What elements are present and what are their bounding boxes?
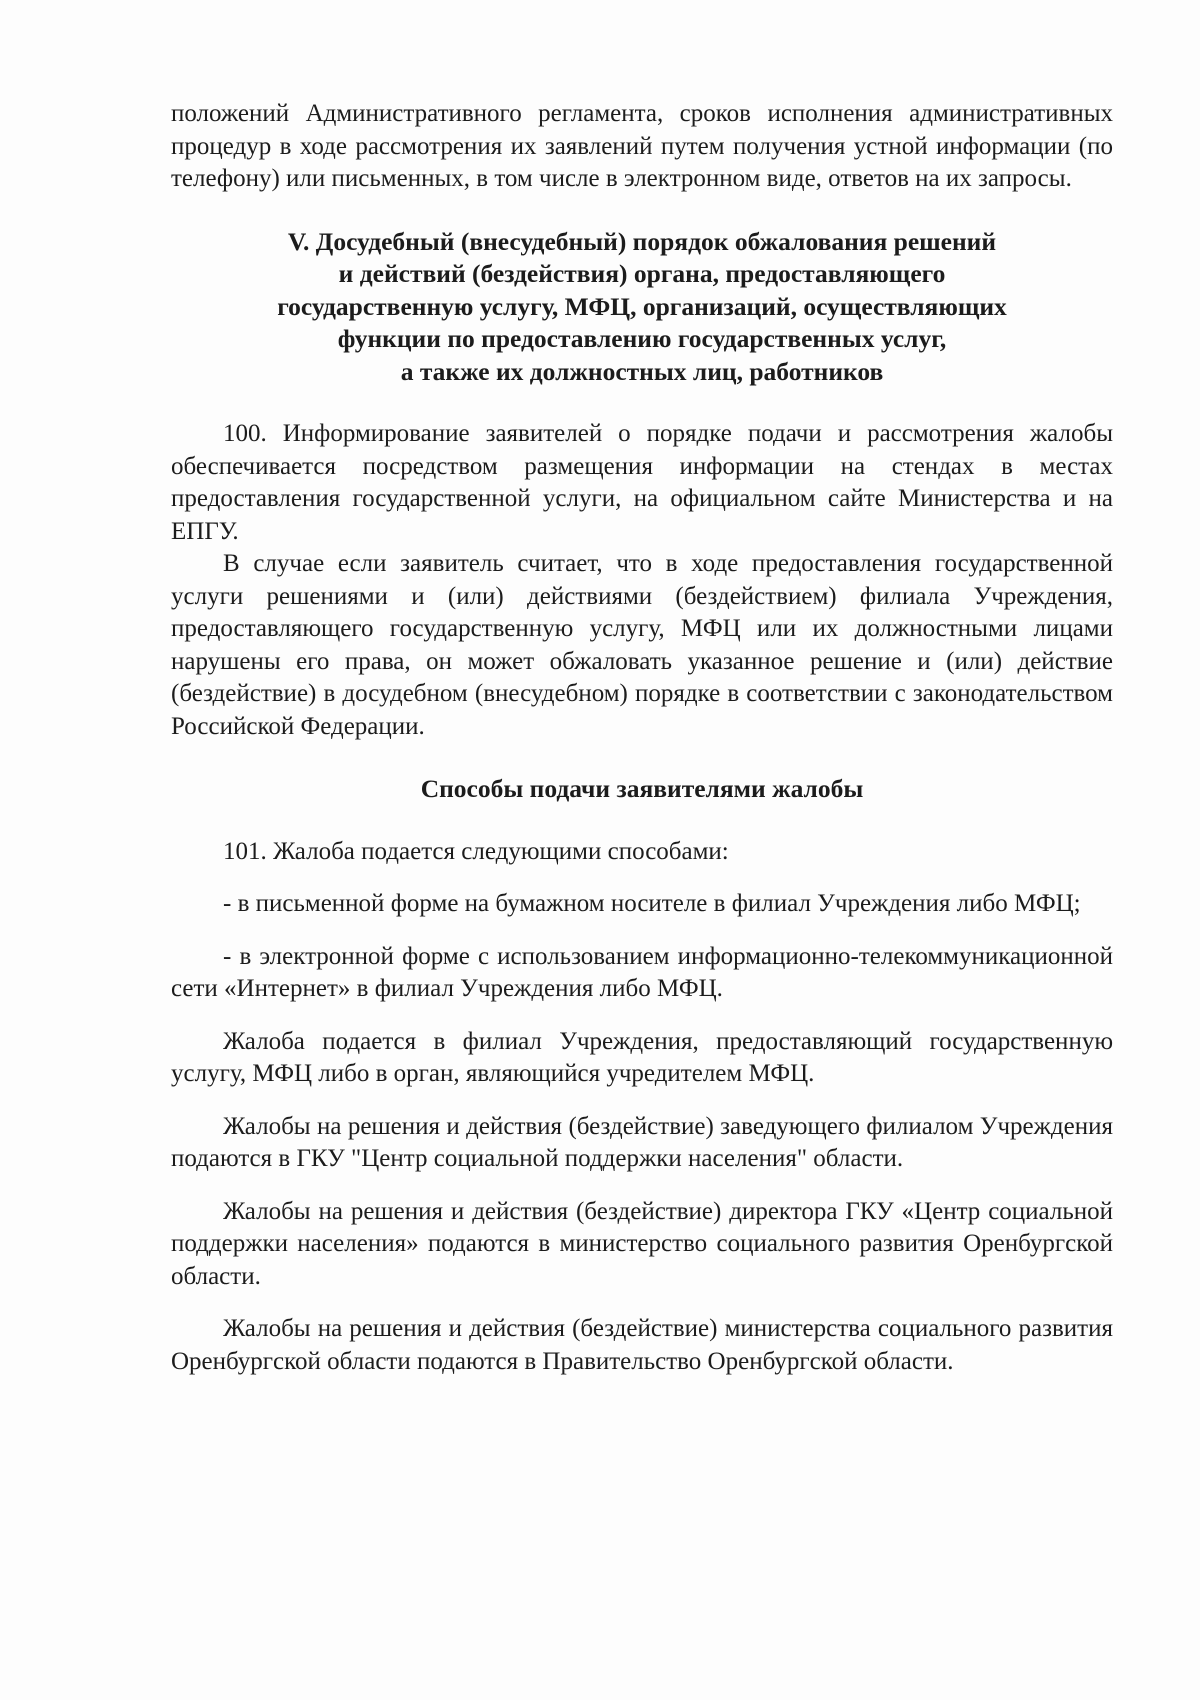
section-heading-line: а также их должностных лиц, работников — [400, 356, 884, 386]
paragraph-director-complaints: Жалобы на решения и действия (бездействие) директора ГКУ «Центр социальной поддержки населения» подаются в министерство социального развития Оренбургской области. — [171, 1197, 1113, 1290]
paragraph-100-continuation: В случае если заявитель считает, что в ходе предоставления государственной услуги решениями и (или) действиями (бездействием) филиала Учреждения, предоставляющего государственную услугу, МФЦ или их должностными лицами нарушены его права, он может обжаловать указанное решение и (или) действие (бездействие) в досудебном (внесудебном) порядке в соответствии с законодательством Российской Федерации. — [171, 550, 1113, 740]
document-page — [171, 98, 1113, 1378]
paragraph-ministry-complaints: Жалобы на решения и действия (бездействие) министерства социального развития Оренбургской области подаются в Правительство Оренбургской области. — [171, 1315, 1113, 1375]
bullet-paper-form: - в письменной форме на бумажном носителе в филиал Учреждения либо МФЦ; — [223, 890, 1081, 917]
paragraph-101: 101. Жалоба подается следующими способами: — [223, 837, 729, 865]
section-heading-line: V. Досудебный (внесудебный) порядок обжалования решений — [287, 226, 997, 256]
paragraph-100: 100. Информирование заявителей о порядке подачи и рассмотрения жалобы обеспечивается посредством размещения информации на стендах в местах предоставления государственной услуги, на официальном сайте Министерства и на ЕПГУ. — [171, 420, 1113, 545]
section-heading-line: государственную услугу, МФЦ, организаций, осуществляющих — [277, 291, 1007, 321]
section-heading-line: функции по предоставлению государственных услуг, — [337, 324, 947, 353]
subheading: Способы подачи заявителями жалобы — [420, 774, 864, 803]
bullet-electronic-form: - в электронной форме с использованием информационно-телекоммуникационной сети «Интернет» в филиал Учреждения либо МФЦ. — [171, 942, 1113, 1002]
paragraph-branch-head-complaints: Жалобы на решения и действия (бездействие) заведующего филиалом Учреждения подаются в ГКУ "Центр социальной поддержки населения" области. — [171, 1112, 1113, 1172]
paragraph-submission-target: Жалоба подается в филиал Учреждения, предоставляющий государственную услугу, МФЦ либо в орган, являющийся учредителем МФЦ. — [171, 1027, 1113, 1087]
section-heading-line: и действий (бездействия) органа, предоставляющего — [338, 259, 946, 288]
intro-paragraph: положений Административного регламента, сроков исполнения административных процедур в ходе рассмотрения их заявлений путем получения устной информации (по телефону) или письменных, в том числе в электронном виде, ответов на их запросы. — [171, 100, 1113, 192]
section-heading — [171, 226, 1113, 389]
